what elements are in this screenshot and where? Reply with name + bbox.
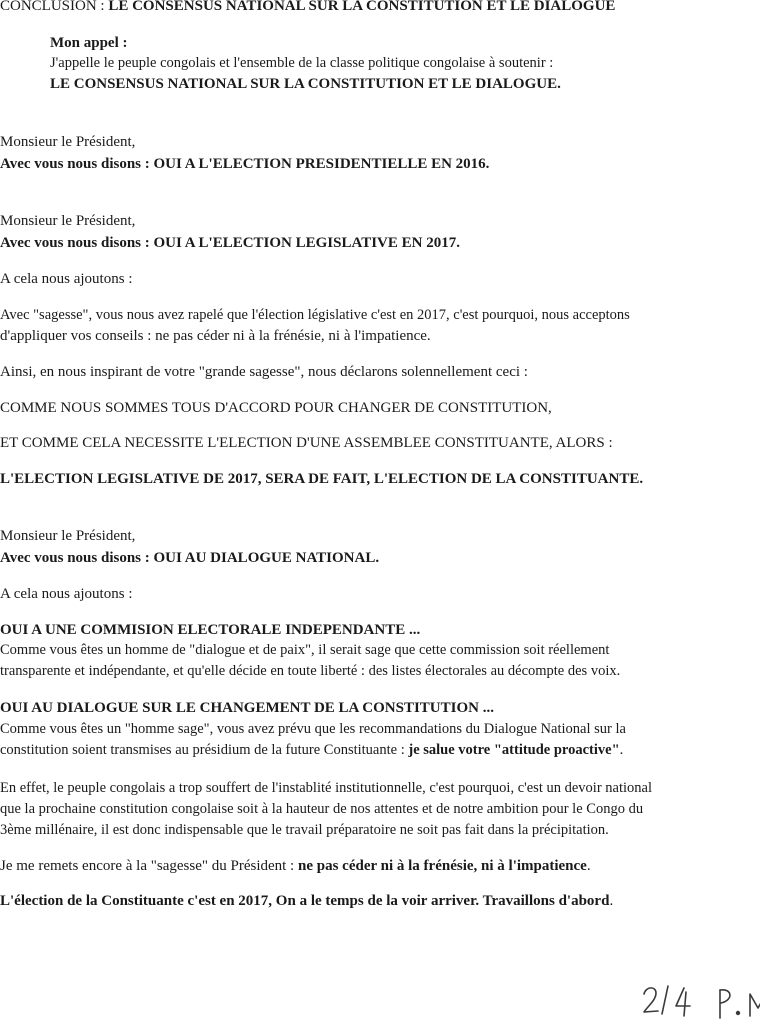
caps-line-1: COMME NOUS SOMMES TOUS D'ACCORD POUR CHANGER DE CONSTITUTION, — [0, 400, 552, 416]
appeal-bold: LE CONSENSUS NATIONAL SUR LA CONSTITUTION ET LE DIALOGUE. — [50, 76, 561, 92]
appeal-text: J'appelle le peuple congolais et l'ensemble de la classe politique congolaise à soutenir : — [50, 55, 554, 71]
salutation-1: Monsieur le Président, — [0, 134, 136, 150]
commission-line-1: Comme vous êtes un homme de "dialogue et de paix", il serait sage que cette commission soit réellement — [0, 642, 610, 658]
conclusion-title — [0, 0, 615, 16]
remets-bold: ne pas céder ni à la frénésie, ni à l'impatience — [297, 858, 587, 874]
proactive-attitude: je salue votre "attitude proactive" — [408, 742, 620, 758]
statement-1: Avec vous nous disons : OUI A L'ELECTION PRESIDENTIELLE EN 2016. — [0, 156, 490, 172]
effet-line-1: En effet, le peuple congolais a trop souffert de l'instablité institutionnelle, c'est pourquoi, c'est un devoir national — [0, 780, 652, 796]
dialogue-line-2-text: constitution soient transmises au présidium de la future Constituante : — [0, 742, 409, 758]
dialogue-line-2 — [0, 740, 623, 760]
sagesse-line-2: d'appliquer vos conseils : ne pas céder ni à la frénésie, ni à l'impatience. — [0, 328, 431, 344]
remets-line — [0, 856, 591, 876]
conclusion-heading: LE CONSENSUS NATIONAL SUR LA CONSTITUTION ET LE DIALOGUE — [108, 0, 616, 14]
sagesse-line-1: Avec "sagesse", vous nous avez rapelé que l'élection législative c'est en 2017, c'est pourquoi, nous acceptons — [0, 307, 630, 323]
statement-2: Avec vous nous disons : OUI A L'ELECTION LEGISLATIVE EN 2017. — [0, 235, 460, 251]
effet-line-2: que la prochaine constitution congolaise soit à la hauteur de nos attentes et de notre ambition pour le Congo du — [0, 801, 644, 817]
dialogue-line-2-end: . — [619, 742, 624, 758]
dialogue-heading: OUI AU DIALOGUE SUR LE CHANGEMENT DE LA CONSTITUTION ... — [0, 700, 494, 716]
declaration-intro: Ainsi, en nous inspirant de votre "grande sagesse", nous déclarons solennellement ceci : — [0, 364, 528, 380]
handwritten-page-marker — [640, 980, 760, 1030]
statement-3: Avec vous nous disons : OUI AU DIALOGUE NATIONAL. — [0, 550, 380, 566]
appeal-heading: Mon appel : — [50, 35, 128, 51]
effet-line-3: 3ème millénaire, il est donc indispensable que le travail préparatoire ne soit pas fait dans la précipitation. — [0, 822, 609, 838]
addition-1: A cela nous ajoutons : — [0, 271, 133, 287]
final-bold: L'élection de la Constituante c'est en 2017, On a le temps de la voir arriver. Travaillons d'abord — [0, 893, 610, 909]
addition-2: A cela nous ajoutons : — [0, 586, 133, 602]
commission-heading: OUI A UNE COMMISION ELECTORALE INDEPENDANTE ... — [0, 622, 421, 638]
salutation-3: Monsieur le Président, — [0, 528, 136, 544]
remets-text: Je me remets encore à la "sagesse" du Président : — [0, 858, 298, 874]
commission-line-2: transparente et indépendante, et qu'elle décide en toute liberté : des listes électorales au décompte des voix. — [0, 663, 621, 679]
dialogue-line-1: Comme vous êtes un "homme sage", vous avez prévu que les recommandations du Dialogue National sur la — [0, 721, 626, 737]
final-line — [0, 891, 613, 911]
caps-line-2: ET COMME CELA NECESSITE L'ELECTION D'UNE ASSEMBLEE CONSTITUANTE, ALORS : — [0, 435, 613, 451]
remets-end: . — [586, 858, 591, 874]
final-end: . — [609, 893, 614, 909]
conclusion-prefix: CONCLUSION : — [0, 0, 109, 14]
constituante-declaration: L'ELECTION LEGISLATIVE DE 2017, SERA DE FAIT, L'ELECTION DE LA CONSTITUANTE. — [0, 471, 644, 487]
salutation-2: Monsieur le Président, — [0, 213, 136, 229]
